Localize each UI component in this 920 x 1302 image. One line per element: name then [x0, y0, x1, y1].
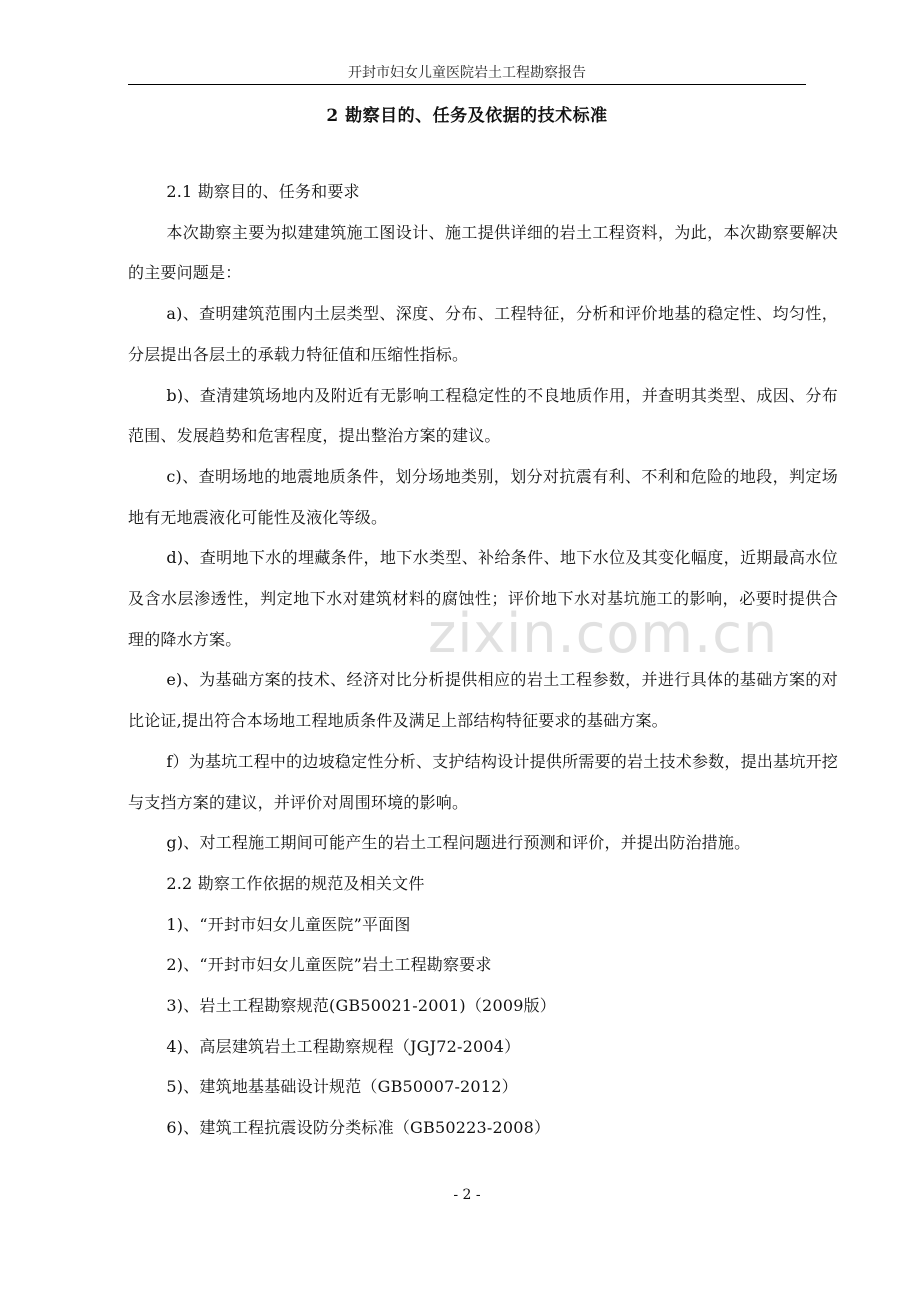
- section-heading-2-1: 2.1 勘察目的、任务和要求: [166, 182, 360, 201]
- document-body: [128, 172, 838, 1149]
- reference-item-4: 4)、高层建筑岩土工程勘察规程（JGJ72-2004）: [166, 1036, 521, 1056]
- section-heading-2-2: 2.2 勘察工作依据的规范及相关文件: [166, 873, 425, 893]
- reference-item-3: 3)、岩土工程勘察规范(GB50021-2001)（2009版）: [166, 996, 556, 1016]
- chapter-title: 2 勘察目的、任务及依据的技术标准: [326, 106, 608, 126]
- task-item-e: e)、为基础方案的技术、经济对比分析提供相应的岩土工程参数，并进行具体的基础方案的对比论证,提出符合本场地工程地质条件及满足上部结构特征要求的基础方案。: [128, 670, 838, 731]
- reference-item-6: 6)、建筑工程抗震设防分类标准（GB50223-2008）: [166, 1118, 551, 1138]
- task-item-g: g)、对工程施工期间可能产生的岩土工程问题进行预测和评价，并提出防治措施。: [166, 833, 751, 853]
- task-item-f: f）为基坑工程中的边坡稳定性分析、支护结构设计提供所需要的岩土技术参数，提出基坑开挖与支挡方案的建议，并评价对周围环境的影响。: [128, 751, 838, 812]
- page-number: - 2 -: [453, 1187, 481, 1203]
- task-item-b: b)、查清建筑场地内及附近有无影响工程稳定性的不良地质作用，并查明其类型、成因、分布范围、发展趋势和危害程度，提出整治方案的建议。: [128, 385, 838, 446]
- header-rule: [128, 84, 806, 85]
- task-item-a: a)、查明建筑范围内土层类型、深度、分布、工程特征，分析和评价地基的稳定性、均匀性，分层提出各层土的承载力特征值和压缩性指标。: [128, 304, 838, 364]
- reference-item-2: 2)、“开封市妇女儿童医院”岩土工程勘察要求: [166, 955, 492, 975]
- running-header: 开封市妇女儿童医院岩土工程勘察报告: [348, 65, 586, 81]
- intro-paragraph: 本次勘察主要为拟建建筑施工图设计、施工提供详细的岩土工程资料，为此，本次勘察要解决的主要问题是：: [128, 222, 838, 283]
- reference-item-1: 1)、“开封市妇女儿童医院”平面图: [166, 914, 411, 934]
- task-item-c: c)、查明场地的地震地质条件，划分场地类别，划分对抗震有利、不利和危险的地段，判定场地有无地震液化可能性及液化等级。: [128, 466, 838, 527]
- task-item-d: d)、查明地下水的埋藏条件，地下水类型、补给条件、地下水位及其变化幅度，近期最高水位及含水层渗透性，判定地下水对建筑材料的腐蚀性；评价地下水对基坑施工的影响，必要时提供合理的降水方案。: [128, 548, 838, 649]
- reference-item-5: 5)、建筑地基基础设计规范（GB50007-2012）: [166, 1077, 518, 1097]
- watermark-text: zixin.com.cn: [428, 602, 779, 665]
